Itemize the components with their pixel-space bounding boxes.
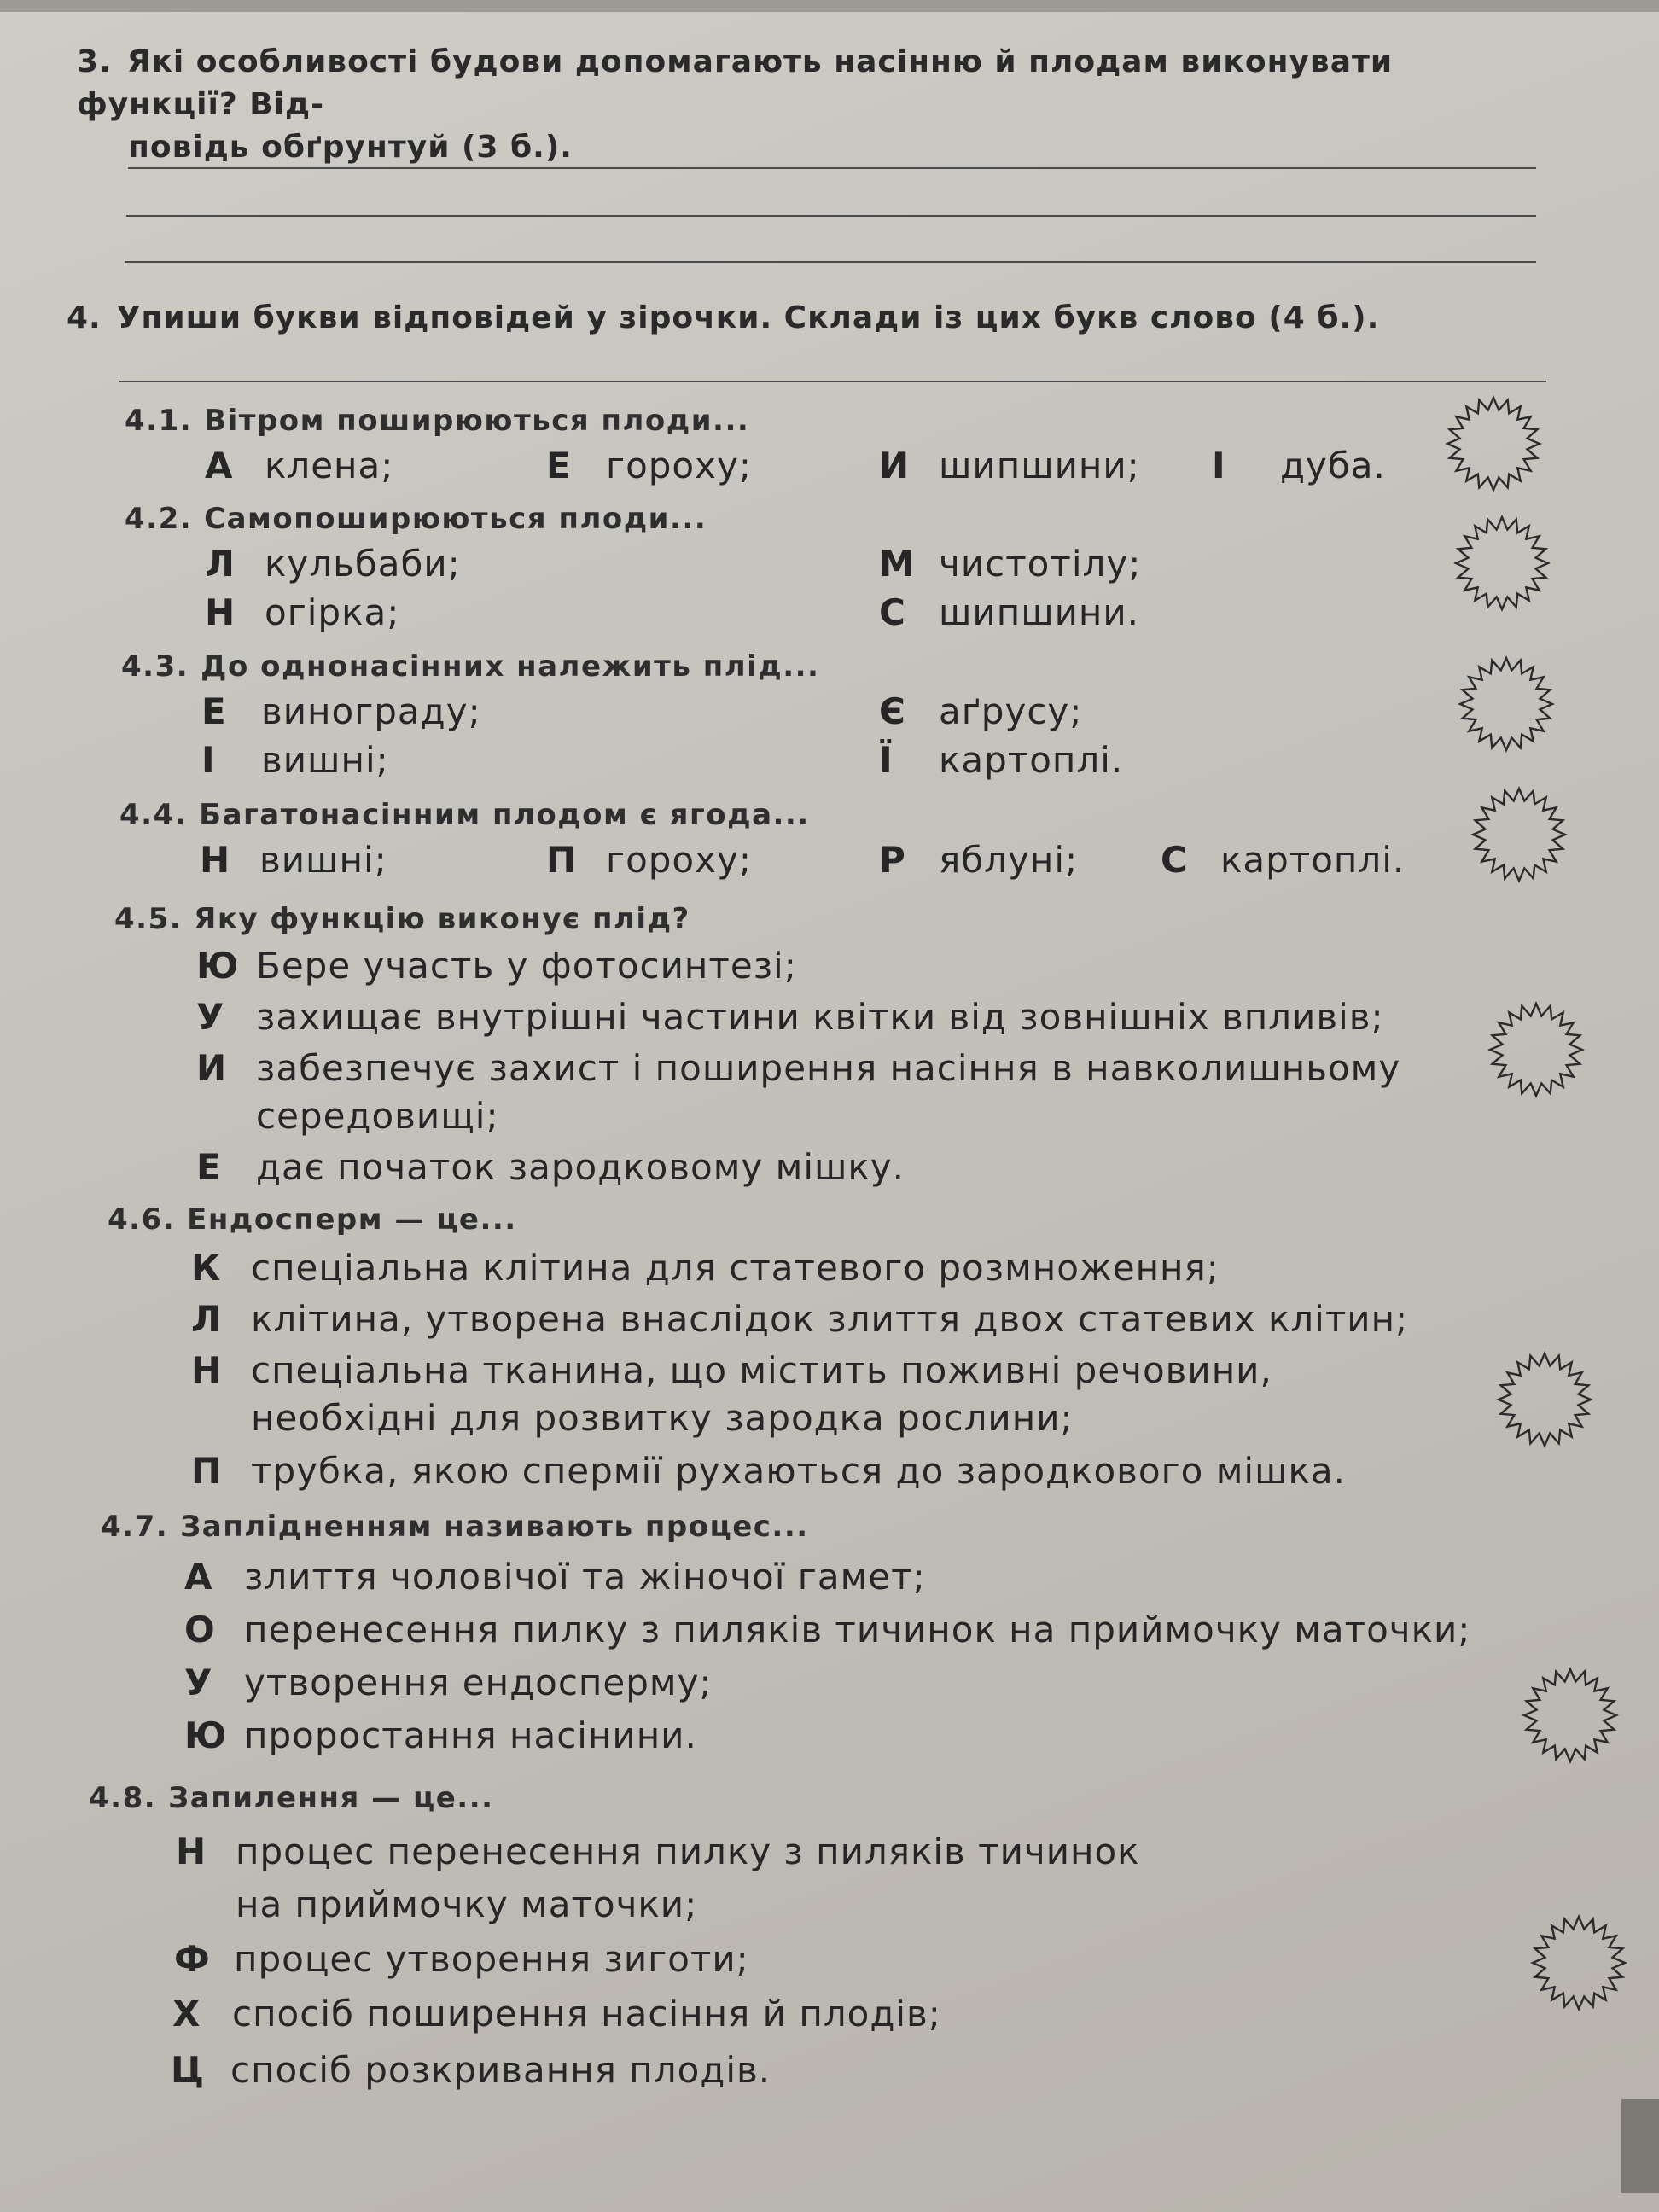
question-3 — [77, 41, 1545, 169]
option-4-4-d: С картоплі. — [1161, 839, 1406, 881]
option-4-6-b: Л клітина, утворена внаслідок злиття двох статевих клітин; — [191, 1298, 1409, 1340]
subquestion-4-7 — [101, 1507, 809, 1546]
answer-star-4-6[interactable] — [1493, 1348, 1596, 1451]
word-answer-line[interactable] — [119, 381, 1546, 382]
question-3-text: Які особливості будови допомагають насінню й плодам виконувати функції? Від- — [77, 44, 1394, 122]
question-3-number: 3. — [77, 44, 112, 79]
subquestion-4-4 — [119, 795, 810, 835]
option-4-7-d: Ю проростання насінини. — [184, 1714, 697, 1756]
subquestion-number: 4.6. — [108, 1202, 176, 1237]
option-4-7-a: А злиття чоловічої та жіночої гамет; — [184, 1556, 926, 1598]
answer-line-3[interactable] — [125, 261, 1536, 263]
option-4-2-c: Н огірка; — [205, 591, 400, 633]
option-4-3-a: Е винограду; — [201, 690, 481, 732]
option-4-1-c: И шипшини; — [879, 445, 1140, 486]
question-4-number: 4. — [67, 300, 102, 335]
option-4-7-b: О перенесення пилку з пиляків тичинок на приймочку маточки; — [184, 1609, 1471, 1650]
answer-star-4-1[interactable] — [1442, 393, 1545, 495]
subquestion-title: До однонасінних належить плід... — [201, 649, 820, 684]
option-4-2-b: М чистотілу; — [879, 543, 1142, 585]
subquestion-4-6 — [108, 1200, 517, 1239]
option-4-2-d: С шипшини. — [879, 591, 1140, 633]
question-3-text-cont: повідь обґрунтуй (3 б.). — [128, 130, 573, 165]
option-4-5-c-cont: середовищі; — [256, 1095, 499, 1137]
option-4-5-c: И забезпечує захист і поширення насіння в навколишньому — [196, 1047, 1401, 1089]
subquestion-number: 4.3. — [121, 649, 189, 684]
answer-line-1[interactable] — [128, 167, 1536, 169]
subquestion-4-1 — [125, 401, 749, 440]
subquestion-title: Багатонасінним плодом є ягода... — [199, 798, 810, 832]
option-4-8-d: Ц спосіб розкривання плодів. — [171, 2049, 771, 2091]
option-4-7-c: У утворення ендосперму; — [184, 1662, 713, 1703]
subquestion-4-5 — [114, 899, 690, 939]
answer-star-4-3[interactable] — [1455, 653, 1557, 755]
option-4-3-c: І вишні; — [201, 739, 389, 781]
subquestion-title: Самопоширюються плоди... — [204, 502, 707, 536]
option-4-8-a-cont: на приймочку маточки; — [236, 1883, 698, 1925]
option-4-8-b: Ф процес утворення зиготи; — [174, 1938, 749, 1980]
answer-star-4-2[interactable] — [1451, 512, 1553, 614]
subquestion-title: Заплідненням називають процес... — [180, 1510, 809, 1544]
subquestion-number: 4.4. — [119, 798, 188, 832]
subquestion-number: 4.7. — [101, 1510, 169, 1544]
option-4-6-d: П трубка, якою спермії рухаються до зародкового мішка. — [191, 1450, 1346, 1492]
option-4-4-a: Н вишні; — [200, 839, 387, 881]
subquestion-4-8 — [89, 1778, 494, 1818]
subquestion-4-3 — [121, 647, 819, 686]
option-4-5-b: У захищає внутрішні частини квітки від зовнішніх впливів; — [196, 996, 1384, 1038]
question-4 — [67, 297, 1534, 340]
option-4-1-b: Е гороху; — [546, 445, 752, 486]
subquestion-title: Яку функцію виконує плід? — [194, 902, 690, 936]
answer-line-2[interactable] — [126, 215, 1536, 217]
option-4-2-a: Л кульбаби; — [205, 543, 461, 585]
subquestion-number: 4.5. — [114, 902, 183, 936]
option-4-3-d: Ї картоплі. — [879, 739, 1124, 781]
option-4-6-a: К спеціальна клітина для статевого розмноження; — [191, 1247, 1220, 1289]
subquestion-number: 4.2. — [125, 502, 193, 536]
option-4-8-a: Н процес перенесення пилку з пиляків тичинок — [176, 1831, 1140, 1872]
subquestion-title: Вітром поширюються плоди... — [204, 404, 750, 438]
option-4-8-c: Х спосіб поширення насіння й плодів; — [172, 1993, 941, 2034]
option-4-3-b: Є аґрусу; — [879, 690, 1083, 732]
option-4-1-a: А клена; — [205, 445, 394, 486]
page-tab-marker — [1621, 2099, 1659, 2193]
question-4-text: Упиши букви відповідей у зірочки. Склади із цих букв слово (4 б.). — [116, 300, 1380, 335]
subquestion-title: Ендосперм — це... — [187, 1202, 517, 1237]
answer-star-4-5[interactable] — [1485, 998, 1587, 1101]
answer-star-4-8[interactable] — [1528, 1912, 1630, 2014]
option-4-4-b: П гороху; — [546, 839, 752, 881]
option-4-6-c: Н спеціальна тканина, що містить поживні речовини, — [191, 1349, 1272, 1391]
subquestion-number: 4.8. — [89, 1781, 157, 1815]
subquestion-number: 4.1. — [125, 404, 193, 438]
answer-star-4-4[interactable] — [1468, 783, 1570, 886]
option-4-1-d: І дуба. — [1212, 445, 1386, 486]
answer-star-4-7[interactable] — [1519, 1664, 1621, 1767]
option-4-5-a: Ю Бере участь у фотосинтезі; — [196, 945, 797, 987]
option-4-5-d: Е дає початок зародковому мішку. — [196, 1146, 905, 1188]
subquestion-title: Запилення — це... — [168, 1781, 494, 1815]
option-4-4-c: Р яблуні; — [879, 839, 1079, 881]
page-top-edge — [0, 0, 1659, 12]
subquestion-4-2 — [125, 499, 707, 538]
option-4-6-c-cont: необхідні для розвитку зародка рослини; — [251, 1397, 1074, 1439]
